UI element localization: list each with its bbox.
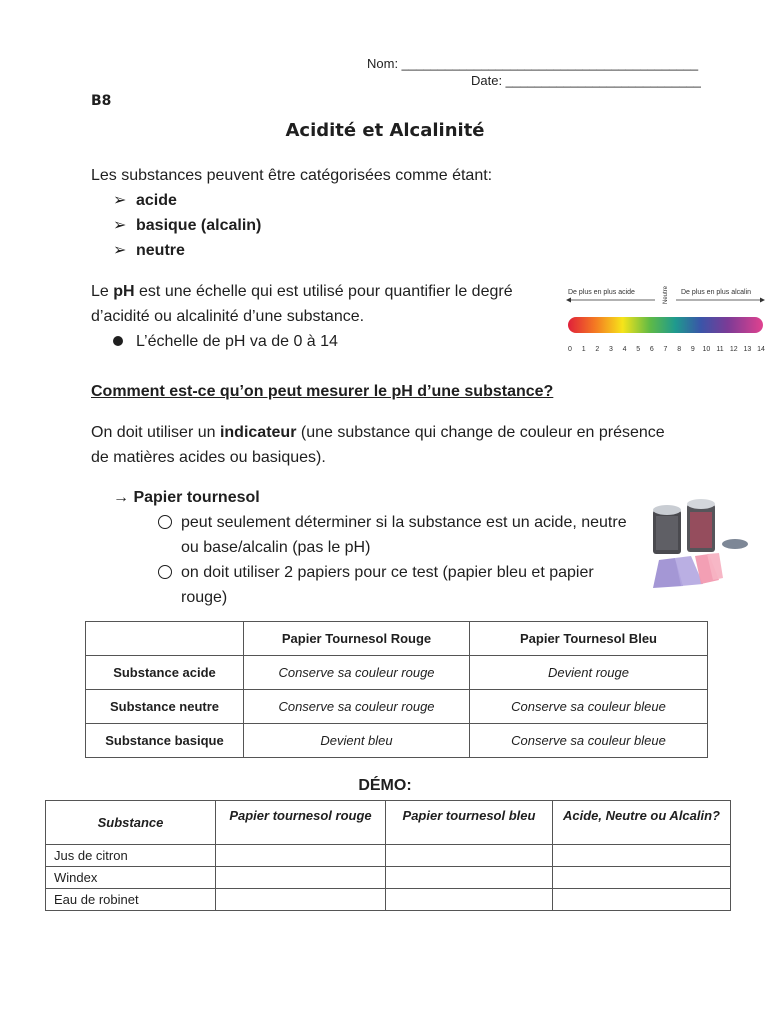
table-row: [46, 867, 731, 889]
input-cell[interactable]: [386, 845, 553, 867]
substance-cell: Jus de citron: [46, 845, 216, 867]
table-header-cell: Papier Tournesol Rouge: [244, 622, 470, 656]
date-field-label: Date: ___________________________: [471, 73, 701, 88]
table-header-cell: Papier Tournesol Bleu: [470, 622, 708, 656]
substance-cell: Windex: [46, 867, 216, 889]
intro-text: Les substances peuvent être catégorisées comme étant:: [91, 167, 493, 184]
page-title: Acidité et Alcalinité: [285, 120, 485, 141]
circle-bullet-icon: [158, 515, 172, 529]
table-row: [86, 724, 708, 758]
category-item: ➢ neutre: [113, 238, 261, 263]
table-header-row: [86, 622, 708, 656]
litmus-results-table: [85, 621, 708, 758]
ph-definition: Le pH est une échelle qui est utilisé pour quantifier le degré d’acidité ou alcalinité d’une substance.: [91, 283, 513, 325]
table-cell: Conserve sa couleur bleue: [470, 690, 708, 724]
table-cell: Devient bleu: [244, 724, 470, 758]
ph-color-bar: [568, 317, 763, 333]
ph-tick-labels: [568, 346, 765, 353]
row-label: Substance neutre: [86, 690, 244, 724]
table-header-cell: [86, 622, 244, 656]
substance-categories: [113, 188, 261, 263]
table-header-row: [46, 801, 731, 845]
arrow-right-icon: [760, 298, 765, 303]
demo-table: [45, 800, 731, 911]
ph-tick-label: 11: [716, 346, 724, 353]
ph-tick-label: 2: [595, 346, 600, 353]
litmus-paper-image: [647, 498, 749, 590]
table-header-cell: Papier tournesol bleu: [386, 801, 553, 845]
ph-range-bullet: L’échelle de pH va de 0 à 14: [113, 329, 338, 354]
ph-tick-label: 14: [757, 346, 765, 353]
row-label: Substance basique: [86, 724, 244, 758]
ph-tick-label: 7: [663, 346, 668, 353]
arrow-left-icon: [566, 298, 571, 303]
input-cell[interactable]: [216, 889, 386, 911]
row-label: Substance acide: [86, 656, 244, 690]
alkaline-direction-label: De plus en plus alcalin: [681, 289, 752, 296]
demo-heading: DÉMO:: [358, 777, 412, 794]
litmus-paper-heading: → Papier tournesol: [113, 489, 260, 506]
ph-tick-label: 0: [568, 346, 572, 353]
table-row: [86, 690, 708, 724]
unit-code: B8: [91, 93, 112, 109]
table-header-cell: Papier tournesol rouge: [216, 801, 386, 845]
table-row: [46, 889, 731, 911]
ph-tick-label: 3: [608, 346, 613, 353]
list-item: peut seulement déterminer si la substance est un acide, neutre ou base/alcalin (pas le pH): [158, 510, 628, 560]
category-item: ➢ basique (alcalin): [113, 213, 261, 238]
name-field-label: Nom: _________________________________________: [367, 56, 699, 71]
ph-tick-label: 9: [690, 346, 695, 353]
table-cell: Conserve sa couleur bleue: [470, 724, 708, 758]
ph-tick-label: 13: [743, 346, 752, 353]
acid-direction-label: De plus en plus acide: [568, 289, 635, 296]
input-cell[interactable]: [553, 889, 731, 911]
input-cell[interactable]: [553, 845, 731, 867]
litmus-paper-notes: [158, 510, 628, 610]
ph-tick-label: 8: [677, 346, 682, 353]
table-header-cell: Acide, Neutre ou Alcalin?: [553, 801, 731, 845]
bullet-dot-icon: [113, 336, 123, 346]
table-header-cell: Substance: [46, 801, 216, 845]
ph-tick-label: 10: [702, 346, 711, 353]
ph-tick-label: 4: [622, 346, 627, 353]
table-row: [46, 845, 731, 867]
table-cell: Conserve sa couleur rouge: [244, 656, 470, 690]
table-cell: Devient rouge: [470, 656, 708, 690]
circle-bullet-icon: [158, 565, 172, 579]
ph-tick-label: 1: [581, 346, 586, 353]
ph-tick-label: 6: [649, 346, 654, 353]
section-question: Comment est-ce qu’on peut mesurer le pH d’une substance?: [91, 383, 554, 400]
ph-scale-image: [563, 280, 768, 355]
category-item: ➢ acide: [113, 188, 261, 213]
arrow-bullet-icon: ➢: [113, 242, 127, 259]
indicator-definition: On doit utiliser un indicateur (une substance qui change de couleur en présence de matières acides ou basiques).: [91, 424, 665, 466]
arrow-right-icon: →: [113, 489, 129, 506]
input-cell[interactable]: [553, 867, 731, 889]
arrow-bullet-icon: ➢: [113, 192, 127, 209]
table-row: [86, 656, 708, 690]
input-cell[interactable]: [216, 867, 386, 889]
ph-tick-label: 12: [729, 346, 738, 353]
input-cell[interactable]: [386, 867, 553, 889]
substance-cell: Eau de robinet: [46, 889, 216, 911]
input-cell[interactable]: [386, 889, 553, 911]
table-cell: Conserve sa couleur rouge: [244, 690, 470, 724]
list-item: on doit utiliser 2 papiers pour ce test (papier bleu et papier rouge): [158, 560, 628, 610]
neutral-label: Neutre: [663, 285, 669, 304]
input-cell[interactable]: [216, 845, 386, 867]
ph-tick-label: 5: [636, 346, 641, 353]
arrow-bullet-icon: ➢: [113, 217, 127, 234]
